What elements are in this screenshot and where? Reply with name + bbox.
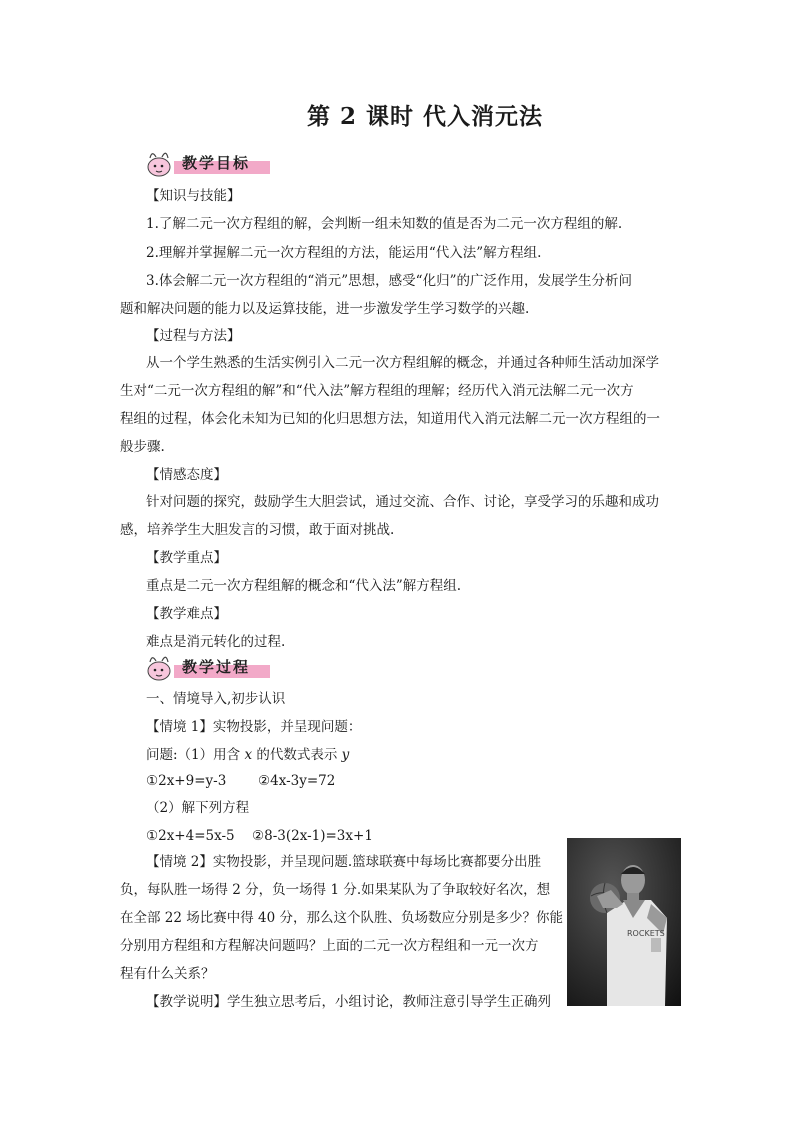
knowledge-item-3a: 3.体会解二元一次方程组的“消元”思想，感受“化归”的广泛作用，发展学生分析问	[146, 273, 632, 289]
section-header-process	[144, 652, 304, 682]
emotion-heading: 【情感态度】	[146, 467, 227, 483]
equation-2: ②4x-3y=72	[258, 773, 336, 789]
question-2: （2）解下列方程	[146, 800, 250, 816]
equation-3: ①2x+4=5x-5	[146, 828, 235, 844]
equation-1: ①2x+9=y-3	[146, 773, 227, 789]
teaching-note: 【教学说明】学生独立思考后，小组讨论，教师注意引导学生正确列	[146, 994, 551, 1010]
section-header-goals	[144, 148, 304, 178]
process-heading: 【过程与方法】	[146, 328, 241, 344]
knowledge-heading: 【知识与技能】	[146, 188, 241, 204]
scenario-2-line-5: 程有什么关系？	[120, 966, 215, 982]
basketball-player-photo	[567, 838, 681, 1006]
scenario-2-line-2: 负，每队胜一场得 2 分，负一场得 1 分.如果某队为了争取较好名次，想	[120, 882, 551, 898]
emotion-line-1: 针对问题的探究，鼓励学生大胆尝试，通过交流、合作、讨论，享受学习的乐趣和成功	[146, 494, 659, 510]
scenario-1: 【情境 1】实物投影，并呈现问题：	[146, 719, 362, 735]
knowledge-item-2: 2.理解并掌握解二元一次方程组的方法，能运用“代入法”解方程组.	[146, 245, 542, 261]
process-line-3: 程组的过程，体会化未知为已知的化归思想方法，知道用代入消元法解二元一次方程组的一	[120, 411, 660, 427]
process-line-2: 生对“二元一次方程组的解”和“代入法”解方程组的理解；经历代入消元法解二元一次方	[120, 383, 634, 399]
knowledge-item-1: 1.了解二元一次方程组的解，会判断一组未知数的值是否为二元一次方程组的解.	[146, 216, 623, 232]
equation-4: ②8-3(2x-1)=3x+1	[252, 828, 373, 844]
process-line-1: 从一个学生熟悉的生活实例引入二元一次方程组解的概念，并通过各种师生活动加深学	[146, 355, 659, 371]
scenario-2-line-3: 在全部 22 场比赛中得 40 分，那么这个队胜、负场数应分别是多少？你能	[120, 910, 564, 926]
key-point-text: 重点是二元一次方程组解的概念和“代入法”解方程组.	[146, 578, 462, 594]
page-title: 第 2 课时 代入消元法	[306, 103, 544, 130]
section-header-label: 教学过程	[182, 658, 251, 676]
section-header-label: 教学目标	[182, 154, 251, 172]
scenario-2-line-1: 【情境 2】实物投影，并呈现问题.篮球联赛中每场比赛都要分出胜	[146, 854, 542, 870]
difficulty-text: 难点是消元转化的过程.	[146, 634, 286, 650]
process-line-4: 般步骤.	[120, 439, 165, 455]
intro-heading: 一、情境导入,初步认识	[146, 691, 286, 707]
knowledge-item-3b: 题和解决问题的能力以及运算技能，进一步激发学生学习数学的兴趣.	[120, 301, 530, 317]
scenario-2-line-4: 分别用方程组和方程解决问题吗？上面的二元一次方程组和一元一次方	[120, 938, 539, 954]
difficulty-heading: 【教学难点】	[146, 606, 227, 622]
key-point-heading: 【教学重点】	[146, 550, 227, 566]
question-1: 问题:（1）用含 x 的代数式表示 y	[146, 747, 350, 763]
emotion-line-2: 感，培养学生大胆发言的习惯，敢于面对挑战.	[120, 522, 395, 538]
jersey-text: ROCKETS	[627, 929, 665, 938]
